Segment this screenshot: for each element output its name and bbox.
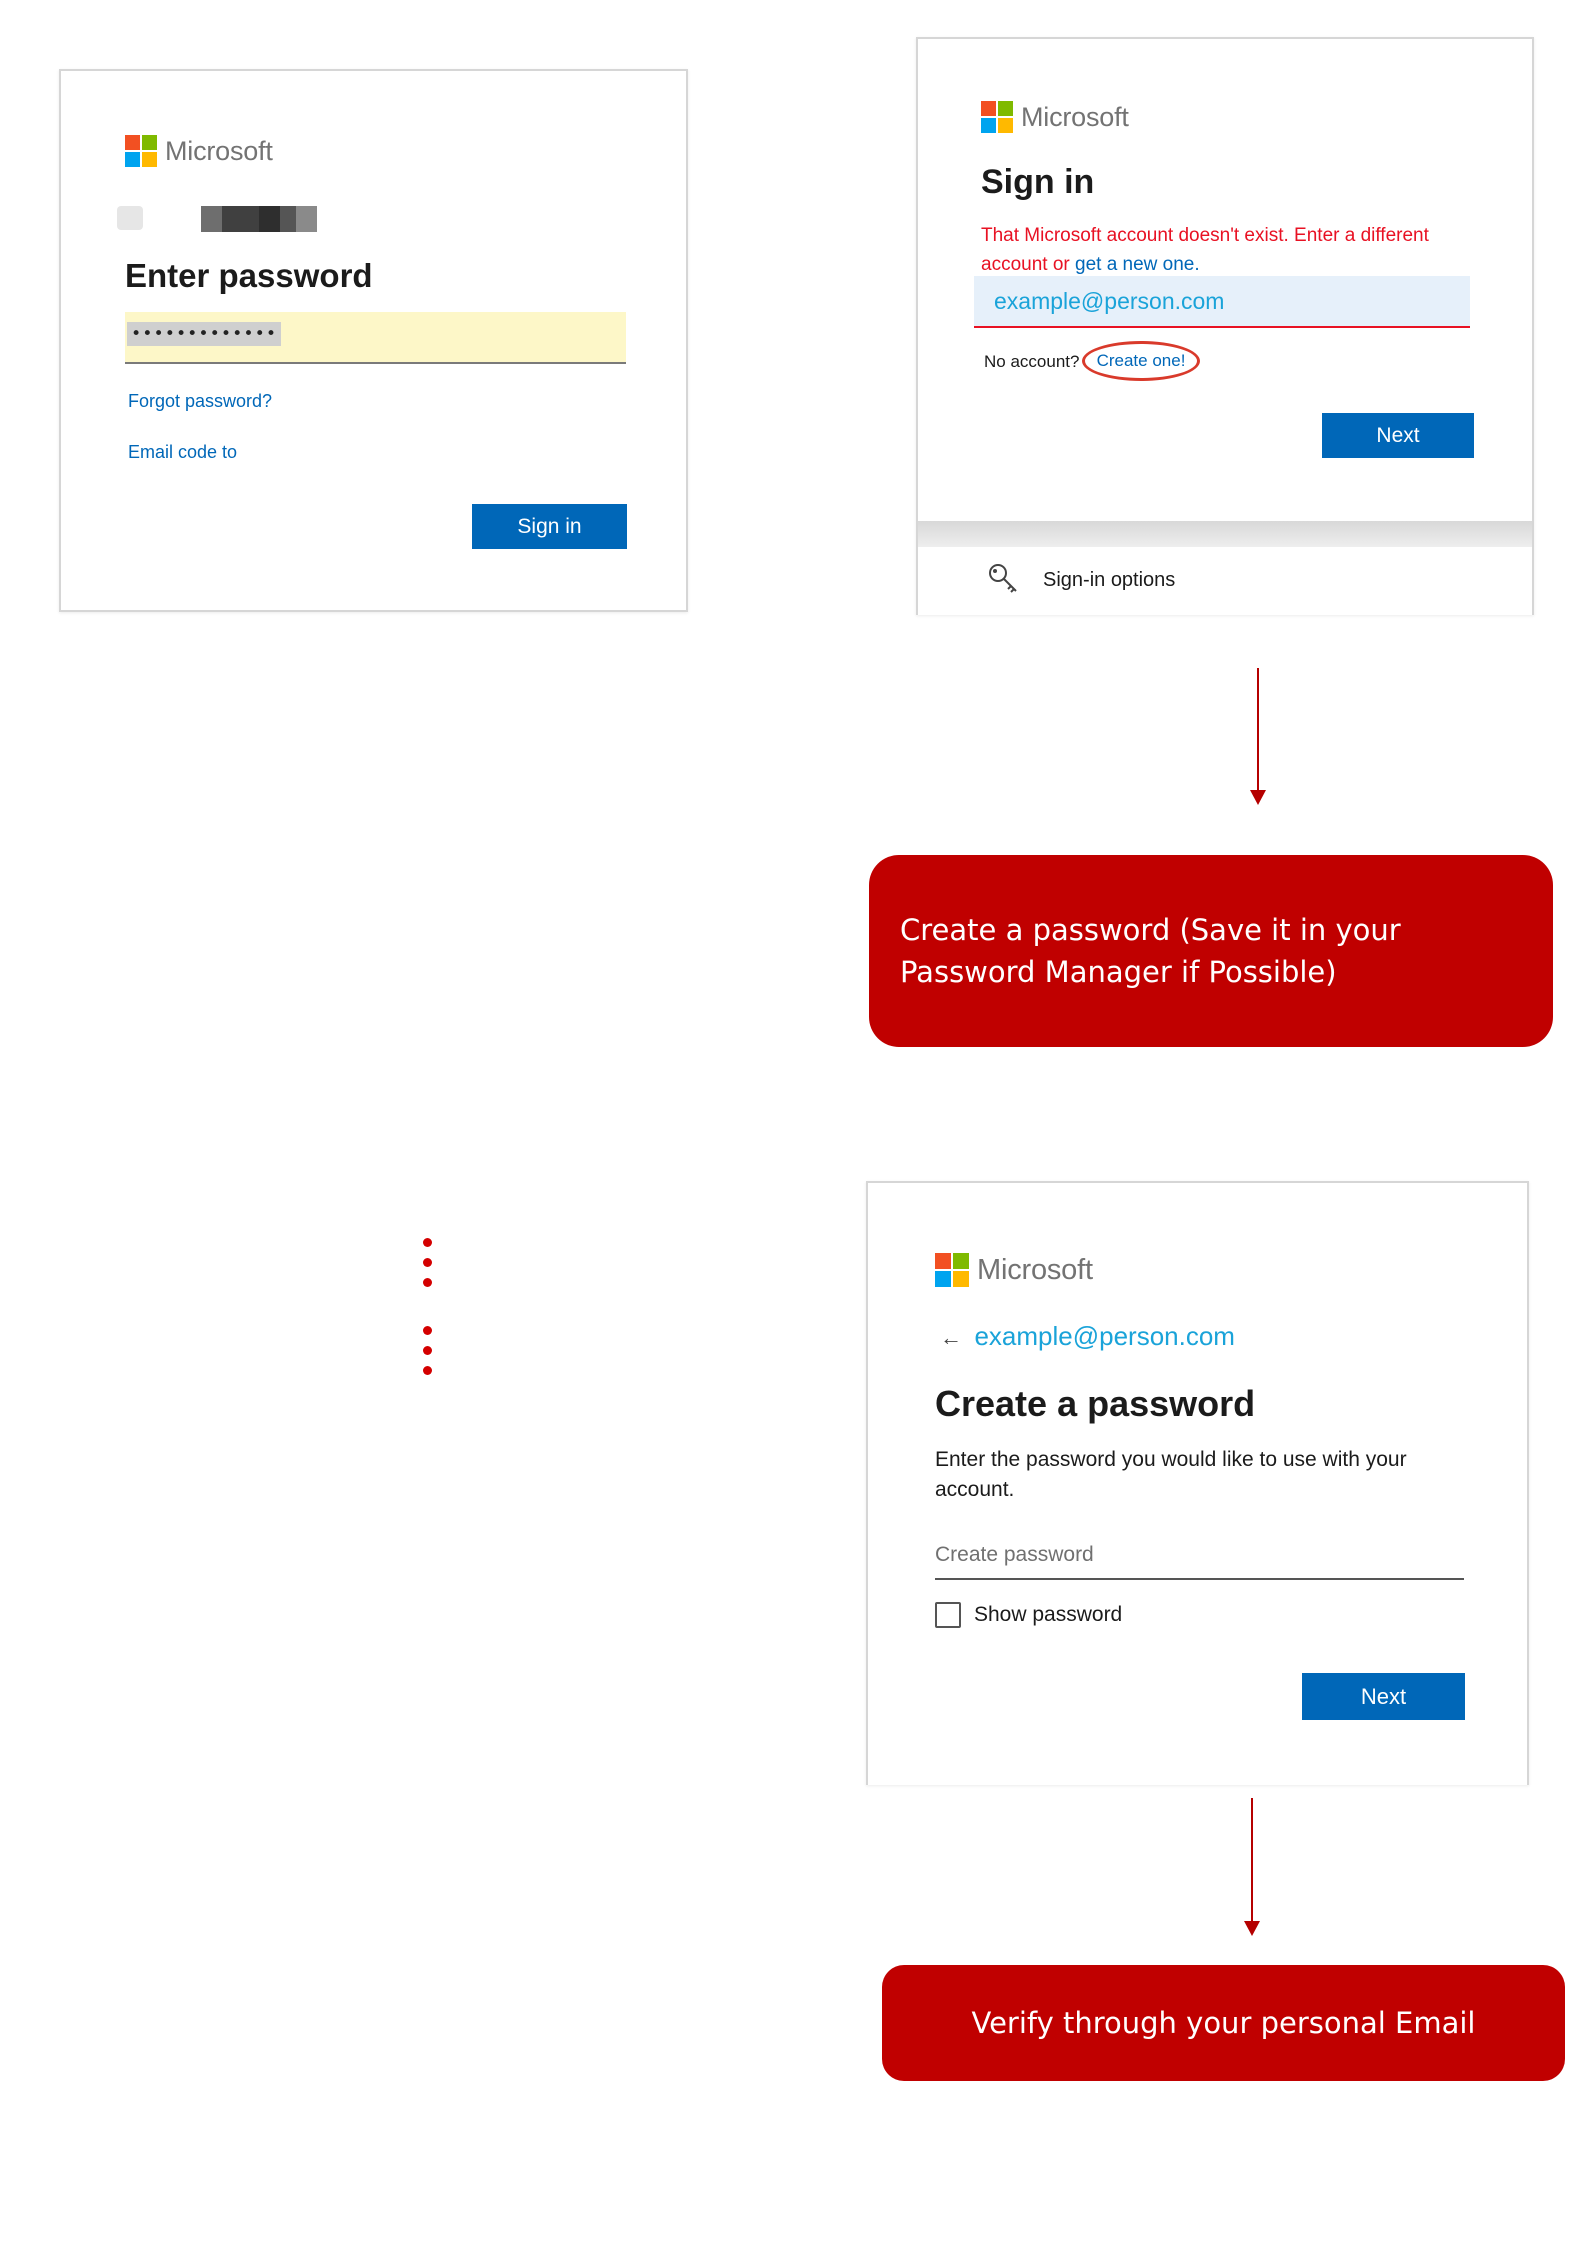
next-button[interactable]: Next xyxy=(1302,1673,1465,1720)
key-icon xyxy=(986,561,1020,595)
password-value: ••••••••••••• xyxy=(127,322,281,346)
create-password-card xyxy=(866,1181,1529,1785)
back-arrow-icon: ← xyxy=(940,1325,962,1350)
create-password-callout xyxy=(869,855,1553,1047)
microsoft-logo xyxy=(981,101,1129,133)
callout-text: Verify through your personal Email xyxy=(971,2006,1476,2040)
microsoft-squares-icon xyxy=(981,101,1013,133)
microsoft-logo xyxy=(125,135,273,167)
password-placeholder: Create password xyxy=(935,1543,1094,1566)
create-account-label: Create one! xyxy=(1096,351,1186,370)
next-button[interactable]: Next xyxy=(1322,413,1474,458)
microsoft-wordmark: Microsoft xyxy=(1021,101,1129,132)
email-code-link[interactable]: Email code to xyxy=(128,442,238,462)
show-password-row[interactable] xyxy=(935,1599,1122,1631)
sign-in-options-label: Sign-in options xyxy=(1043,569,1176,591)
enter-password-card xyxy=(59,69,688,612)
no-account-text: No account? xyxy=(984,352,1080,371)
redacted-account-id xyxy=(117,204,317,232)
page-title: Create a password xyxy=(935,1383,1256,1424)
create-account-link[interactable] xyxy=(1082,341,1200,381)
microsoft-squares-icon xyxy=(935,1253,969,1287)
sign-in-button[interactable]: Sign in xyxy=(472,504,627,549)
description-text: Enter the password you would like to use with your account. xyxy=(935,1448,1407,1501)
error-message xyxy=(981,221,1436,279)
forgot-password-link[interactable]: Forgot password? xyxy=(128,391,273,411)
sign-in-card xyxy=(916,37,1534,615)
email-value: example@person.com xyxy=(994,288,1225,314)
error-text: That Microsoft account doesn't exist. Enter a different account or xyxy=(981,225,1429,275)
back-to-email[interactable] xyxy=(940,1321,1235,1352)
password-input[interactable] xyxy=(125,312,626,364)
email-input[interactable] xyxy=(974,276,1470,328)
page-title: Sign in xyxy=(981,163,1095,201)
card-divider-shadow xyxy=(918,521,1532,547)
show-password-checkbox[interactable] xyxy=(935,1602,961,1628)
show-password-label: Show password xyxy=(974,1603,1123,1626)
microsoft-squares-icon xyxy=(125,135,157,167)
create-password-input[interactable] xyxy=(935,1533,1464,1580)
verify-email-callout xyxy=(882,1965,1565,2081)
callout-text: Create a password (Save it in your Password Manager if Possible) xyxy=(900,913,1401,989)
get-new-account-link[interactable]: get a new one. xyxy=(1075,254,1200,275)
microsoft-logo xyxy=(935,1253,1093,1287)
microsoft-wordmark: Microsoft xyxy=(165,135,273,166)
sign-in-options-row[interactable] xyxy=(918,547,1532,615)
microsoft-wordmark: Microsoft xyxy=(977,1253,1093,1286)
identity-email: example@person.com xyxy=(974,1321,1235,1351)
page-title: Enter password xyxy=(125,257,373,294)
